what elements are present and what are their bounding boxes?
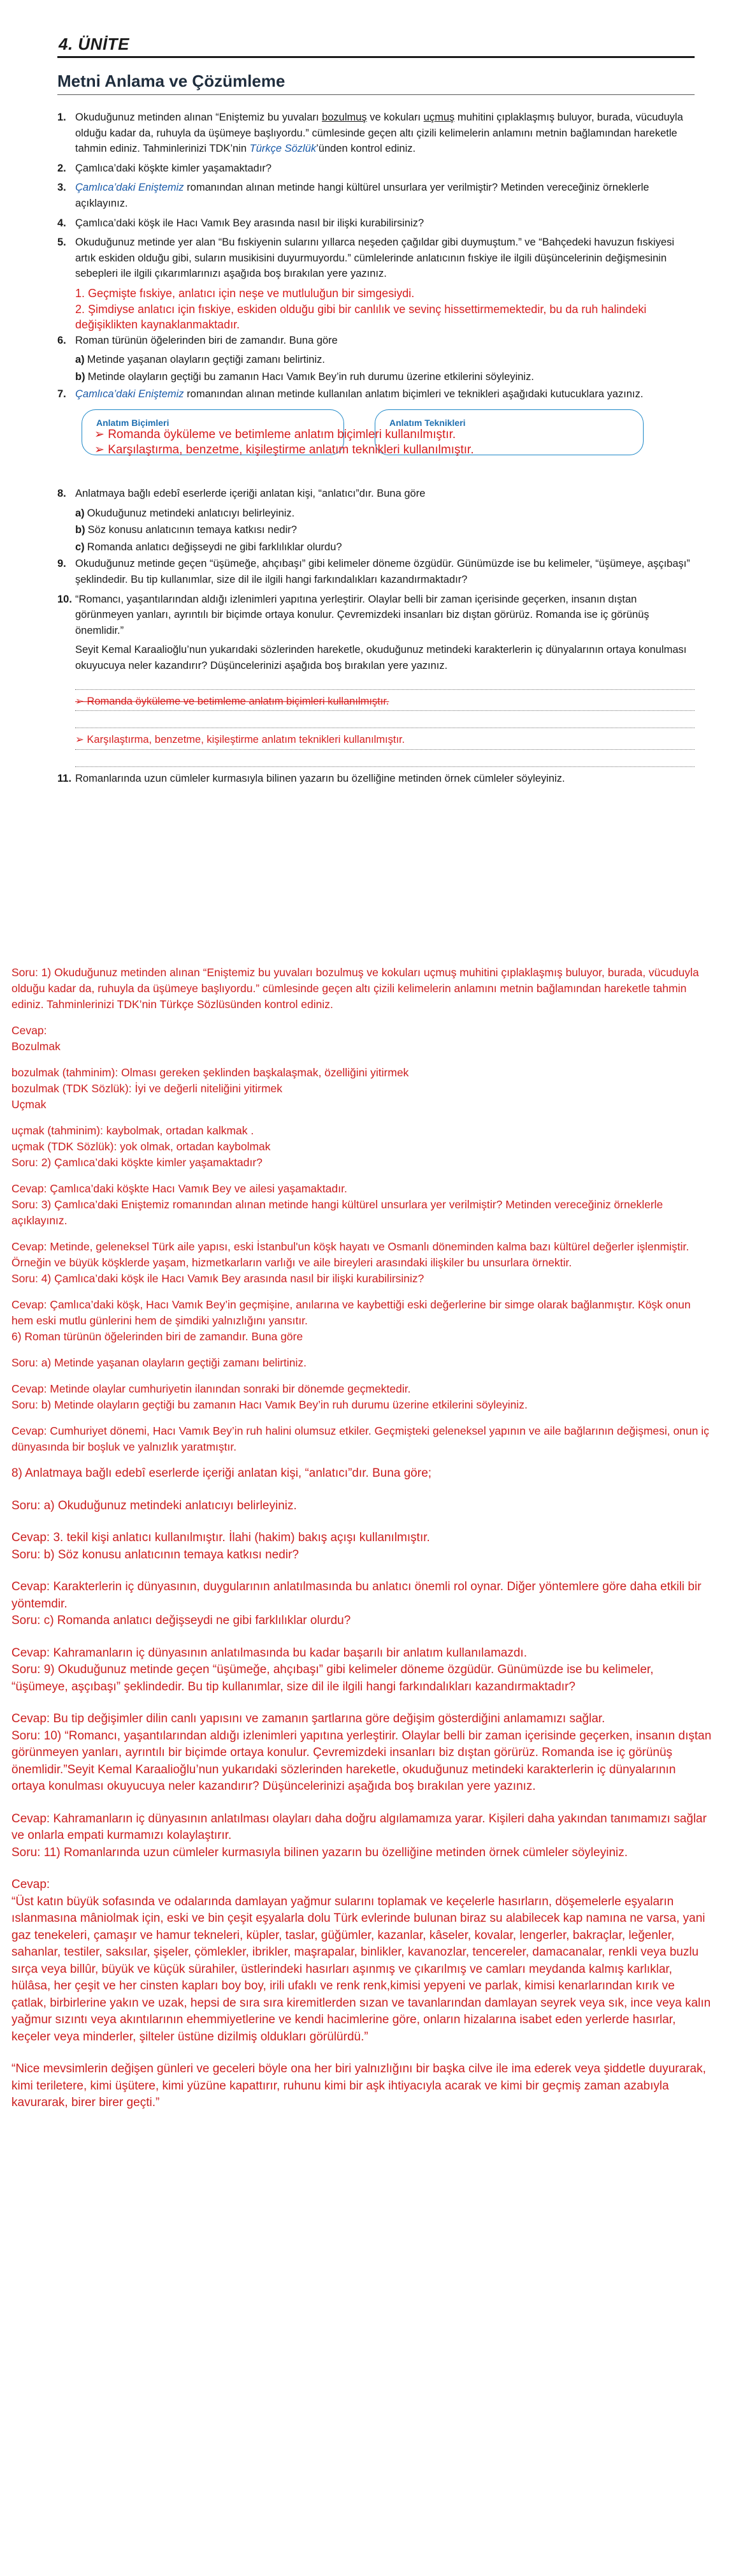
- question-8c: c) Romanda anlatıcı değişseydi ne gibi farklılıklar olurdu?: [75, 541, 342, 553]
- answer-question-1: Soru: 1) Okuduğunuz metinden alınan “Eniştemiz bu yuvaları bozulmuş ve kokuları uçmuş muhitini çıplaklaşmış buluyor, burada, vücuduyla olduğu kadar da, ruhuyla da üşümeye başlıyordu.” cümlesinde geçen altı çizili kelimelerin anlamını metnin bağlamından hareketle tahmin ediniz. Tahminlerinizi TDK’nin Türkçe Sözlüsünden kontrol ediniz.: [11, 966, 699, 1011]
- box-anlatim-teknikleri: Anlatım Teknikleri: [375, 409, 644, 455]
- question-6a: a) Metinde yaşanan olayların geçtiği zamanı belirtiniz.: [75, 354, 325, 366]
- answer-line: uçmak (TDK Sözlük): yok olmak, ortadan kaybolmak: [11, 1140, 271, 1153]
- answer-word: Bozulmak: [11, 1040, 61, 1053]
- question-6b: b) Metinde olayların geçtiği bu zamanın Hacı Vamık Bey’in ruh durumu üzerine etkilerini söyleyiniz.: [75, 370, 534, 383]
- box-answer-line: ➢ Romanda öyküleme ve betimleme anlatım biçimleri kullanılmıştır.: [94, 428, 456, 442]
- answer-question-6b: Soru: b) Metinde olayların geçtiği bu zamanın Hacı Vamık Bey’in ruh durumu üzerine etkilerini söyleyiniz.: [11, 1398, 528, 1411]
- underlined-word: uçmuş: [423, 112, 455, 123]
- answer-question-8b: Soru: b) Söz konusu anlatıcının temaya katkısı nedir?: [11, 1548, 299, 1562]
- unit-label: 4. ÜNİTE: [59, 34, 129, 54]
- question-9: 9. Okuduğunuz metinde geçen “üşümeğe, ahçıbaşı” gibi kelimeler döneme özgüdür. Günümüzde ise bu kelimeler, “üşümeye, aşçıbaşı” şeklindedir. Bu tip kullanımlar, size dil ile ilgili hangi farkındalıkları kazandırmaktadır?: [57, 558, 690, 586]
- unit-header: [57, 32, 695, 58]
- answer-boxes: [75, 409, 695, 479]
- answer-question-10: Soru: 10) “Romancı, yaşantılarından aldığı izlenimleri yapıtına yerleştirir. Olaylar belli bir zaman içerisinde geçerken, insanın dıştan görünmeyen yanları, ayrıntılı bir biçimde ortaya konulur. Çevremizdeki insanları biz dıştan görürüz. Romanda ise iç görünüş önemlidir.”Seyit Kemal Karaalioğlu’nun yukarıdaki sözlerinden hareketle, okuduğunuz metindeki karakterlerin iç dünyalarının ortaya konulması okuyucuya neler kazandırır? Düşüncelerinizi aşağıda boş bırakılan yere yazınız.: [11, 1729, 712, 1793]
- answer-line: 1. Geçmişte fıskiye, anlatıcı için neşe ve mutluluğun bir simgesiydi.: [75, 286, 415, 300]
- answer-10: Cevap: Kahramanların iç dünyasının anlatılması olayları daha doğru algılamamıza yarar. Kişileri daha yakından tanımamızı sağlar ve onlarla empati kurmamızı kolaylaştırır.: [11, 1811, 707, 1842]
- answer-9: Cevap: Bu tip değişimler dilin canlı yapısını ve zamanın şartlarına göre değişim gösterdiğini anlamamızı sağlar.: [11, 1712, 605, 1725]
- answer-label: Cevap:: [11, 1878, 50, 1891]
- answer-question-3: Soru: 3) Çamlıca’daki Eniştemiz romanından alınan metinde hangi kültürel unsurlara yer verilmiştir? Metinden vereceğiniz örneklerle açıklayınız.: [11, 1198, 663, 1227]
- answer-line: uçmak (tahminim): kaybolmak, ortadan kalkmak .: [11, 1124, 254, 1137]
- answer-line: bozulmak (TDK Sözlük): İyi ve değerli niteliğini yitirmek: [11, 1082, 282, 1095]
- question-11: 11. Romanlarında uzun cümleler kurmasıyla bilinen yazarın bu özelliğine metinden örnek cümleler söyleyiniz.: [57, 772, 565, 784]
- answer-question-8: 8) Anlatmaya bağlı edebî eserlerde içeriği anlatan kişi, “anlatıcı”dır. Buna göre;: [11, 1467, 432, 1480]
- answer-question-4: Soru: 4) Çamlıca’daki köşk ile Hacı Vamık Bey arasında nasıl bir ilişki kurabilirsiniz?: [11, 1272, 424, 1285]
- textbook-questions: [57, 110, 695, 790]
- answer-8c: Cevap: Kahramanların iç dünyasının anlatılmasında bu kadar başarılı bir anlatım kullanılamazdı.: [11, 1646, 527, 1660]
- answer-question-6a: Soru: a) Metinde yaşanan olayların geçtiği zamanı belirtiniz.: [11, 1356, 307, 1369]
- answer-8a: Cevap: 3. tekil kişi anlatıcı kullanılmıştır. İlahi (hakim) bakış açışı kullanılmıştır.: [11, 1531, 430, 1544]
- answer-question-8a: Soru: a) Okuduğunuz metindeki anlatıcıyı belirleyiniz.: [11, 1498, 297, 1512]
- answer-8b: Cevap: Karakterlerin iç dünyasının, duygularının anlatılmasında bu anlatıcı önemli rol oynar. Diğer yöntemlere göre daha etkili bir yöntemdir.: [11, 1580, 702, 1611]
- question-1: 1. Okuduğunuz metinden alınan “Eniştemiz bu yuvaları bozulmuş ve kokuları uçmuş muhitini çıplaklaşmış buluyor, burada, vücuduyla olduğu kadar da, ruhuyla da üşümeye başlıyordu.” cümlesinde geçen altı çizili kelimelerin anlamını metnin bağlamından hareketle tahmin ediniz. Tahminlerinizi TDK’nin Türkçe Sözlük’ünden kontrol ediniz.: [57, 112, 683, 155]
- answer-11-quote-1: “Üst katın büyük sofasında ve odalarında damlayan yağmur sularını toplamak ve keçelerle hasırların, döşemelerle eşyaların ıslanmasına mâniolmak için, eski ve bin çeşit eşyalarla dolu Türk evlerinde bulunan biraz su alabilecek kap namına ne varsa, yani gaz tenekeleri, çamaşır ve hamur tekneleri, küpler, taslar, güğümler, kazanlar, kâseler, kovalar, lengerler, bakraçlar, leğenler, sahanlar, testiler, saksılar, şişeler, çömlekler, ibrikler, maşrapalar, binlikler, kavanozlar, tencereler, damacanalar, renkli veya buzlu sırça veya billûr, büyük ve küçük sürahiler, üstlerindeki hasırları aşınmış ve çıkarılmış ve camları meydanda kalmış karlıklar, hülâsa, her çeşit ve her cinsten kapları boy boy, irili ufaklı ve renk renk,kimisi yepyeni ve parlak, kimisi kenarlarından kırık ve çatlak, birbirlerine yakın ve uzak, hepsi de sıra sıra kiremitlerden sızan ve tavanlarından damlayan seyrek veya sık, ince veya kalın yağmur sızıntı veya akıntılarının ehemmiyetlerine ve kendi hacimlerine göre, onların hizalarına isabet eden yerlerde hasırlar, keçeler veya minderler, şilteler üstüne dizilmiş oldukları görülürdü.”: [11, 1894, 711, 2044]
- question-6: 6. Roman türünün öğelerinden biri de zamandır. Buna göre: [57, 334, 338, 346]
- answer-word: Uçmak: [11, 1098, 47, 1111]
- answer-question-2: Soru: 2) Çamlıca’daki köşkte kimler yaşamaktadır?: [11, 1156, 263, 1169]
- question-8a: a) Okuduğunuz metindeki anlatıcıyı belirleyiniz.: [75, 507, 295, 519]
- question-2: 2. Çamlıca’daki köşkte kimler yaşamaktadır?: [57, 162, 272, 174]
- answer-3: Cevap: Metinde, geleneksel Türk aile yapısı, eski İstanbul'un köşk hayatı ve Osmanlı döneminden kalma bazı kültürel değerler işlenmiştir. Örneğin ve büyük köşklerde yaşam, hizmetkarların varlığı ve aile bireyleri arasındaki ilişkiler bu unsurlara örnektir.: [11, 1240, 689, 1269]
- section-title: Metni Anlama ve Çözümleme: [57, 71, 285, 91]
- answer-question-6: 6) Roman türünün öğelerinden biri de zamandır. Buna göre: [11, 1330, 303, 1343]
- section-divider: [57, 94, 695, 95]
- box-anlatim-bicimleri: Anlatım Biçimleri: [82, 409, 344, 455]
- box-answer-line: ➢ Karşılaştırma, benzetme, kişileştirme anlatım teknikleri kullanılmıştır.: [94, 443, 474, 457]
- dotted-answer-line: ➢ Romanda öyküleme ve betimleme anlatım biçimleri kullanılmıştır.: [75, 694, 695, 712]
- answer-11-quote-2: “Nice mevsimlerin değişen günleri ve geceleri böyle ona her biri yalnızlığını bir başka cilve ile ima ederek veya şiddetle duyurarak, kimi teriletere, kimi üşütere, kimi yüzüne kapattırır, ruhunu kimi bir aşk ihtiyacıyla acarak ve kimi bir geçmiş zaman azabıyla kavurarak, birer birer geçti.”: [11, 2062, 706, 2109]
- answer-question-9: Soru: 9) Okuduğunuz metinde geçen “üşümeğe, ahçıbaşı” gibi kelimeler döneme özgüdür. Günümüzde ise bu kelimeler, “üşümeye, aşçıbaşı” şeklindedir. Bu tip kullanımlar, size dil ile ilgili hangi farkındalıkları kazandırmaktadır?: [11, 1663, 654, 1694]
- question-8b: b) Söz konusu anlatıcının temaya katkısı nedir?: [75, 524, 297, 536]
- question-5: 5. Okuduğunuz metinde yer alan “Bu fıskiyenin sularını yıllarca neşeden çağıldar gibi duymuştum.” ve “Bahçedeki havuzun fıskiyesi artık eskiden olduğu gibi, suların musikisini duyurmuyordu.” cümlelerinde anlatıcının fıskiye ile ilgili düşüncelerinin değişmesinin sebepleri ile ilgili çıkarımlarınızı aşağıda boş bırakılan yere yazınız.: [57, 237, 675, 280]
- question-3: 3. Çamlıca’daki Eniştemiz romanından alınan metinde hangi kültürel unsurlara yer verilmiştir? Metinden vereceğiniz örneklerle açıklayınız.: [57, 182, 649, 209]
- answer-label: Cevap:: [11, 1024, 47, 1037]
- answer-4: Cevap: Çamlıca’daki köşk, Hacı Vamık Bey’in geçmişine, anılarına ve kaybettiği eski değerlerine bir simge olarak bağlanmıştır. Köşk onun hem eski mutlu günlerini hem de şimdiki yalnızlığını yansıtır.: [11, 1298, 691, 1327]
- dotted-answer-line: [75, 677, 695, 690]
- answer-line: bozulmak (tahminim): Olması gereken şeklinden başkalaşmak, özelliğini yitirmek: [11, 1066, 409, 1079]
- question-7: 7. Çamlıca’daki Eniştemiz romanından alınan metinde kullanılan anlatım biçimleri ve teknikleri aşağıdaki kutucuklara yazınız.: [57, 388, 644, 400]
- question-10-body: Seyit Kemal Karaalioğlu’nun yukarıdaki sözlerinden hareketle, okuduğunuz metindeki karakterlerin iç dünyalarının ortaya konulması okuyucuya neler kazandırır? Düşüncelerinizi aşağıda boş bırakılan yere yazınız.: [75, 644, 687, 672]
- dotted-answer-line: [75, 715, 695, 728]
- answer-line: 2. Şimdiyse anlatıcı için fıskiye, eskiden olduğu gibi bir canlılık ve sevinç hissettirmemektedir, bu da ruh halindeki değişiklikten kaynaklanmaktadır.: [75, 302, 647, 332]
- underlined-word: bozulmuş: [322, 112, 367, 123]
- answer-6a: Cevap: Metinde olaylar cumhuriyetin ilanından sonraki bir dönemde geçmektedir.: [11, 1382, 411, 1395]
- dotted-answer-line: ➢ Karşılaştırma, benzetme, kişileştirme anlatım teknikleri kullanılmıştır.: [75, 732, 695, 750]
- answer-question-8c: Soru: c) Romanda anlatıcı değişseydi ne gibi farklılıklar olurdu?: [11, 1614, 351, 1627]
- answer-question-11: Soru: 11) Romanlarında uzun cümleler kurmasıyla bilinen yazarın bu özelliğine metinden örnek cümleler söyleyiniz.: [11, 1845, 628, 1859]
- answer-6b: Cevap: Cumhuriyet dönemi, Hacı Vamık Bey’in ruh halini olumsuz etkiler. Geçmişteki geleneksel yapının ve aile bağlarının değişmesi, onun iç dünyasında bir boşluk ve yalnızlık yaratmıştır.: [11, 1424, 709, 1453]
- answer-2: Cevap: Çamlıca’daki köşkte Hacı Vamık Bey ve ailesi yaşamaktadır.: [11, 1182, 347, 1195]
- handwritten-answers: [11, 965, 712, 2112]
- question-8: 8. Anlatmaya bağlı edebî eserlerde içeriği anlatan kişi, “anlatıcı”dır. Buna göre: [57, 488, 426, 500]
- dotted-answer-line: [75, 754, 695, 767]
- question-10: 10. “Romancı, yaşantılarından aldığı izlenimleri yapıtına yerleştirir. Olaylar belli bir zaman içerisinde geçerken, insanın dıştan görünmeyen yanları, ayrıntılı bir biçimde ortaya konulur. Çevremizdeki insanları biz dıştan görürüz. Romanda ise iç görünüş önemlidir.”: [57, 593, 649, 636]
- question-4: 4. Çamlıca’daki köşk ile Hacı Vamık Bey arasında nasıl bir ilişki kurabilirsiniz?: [57, 217, 424, 229]
